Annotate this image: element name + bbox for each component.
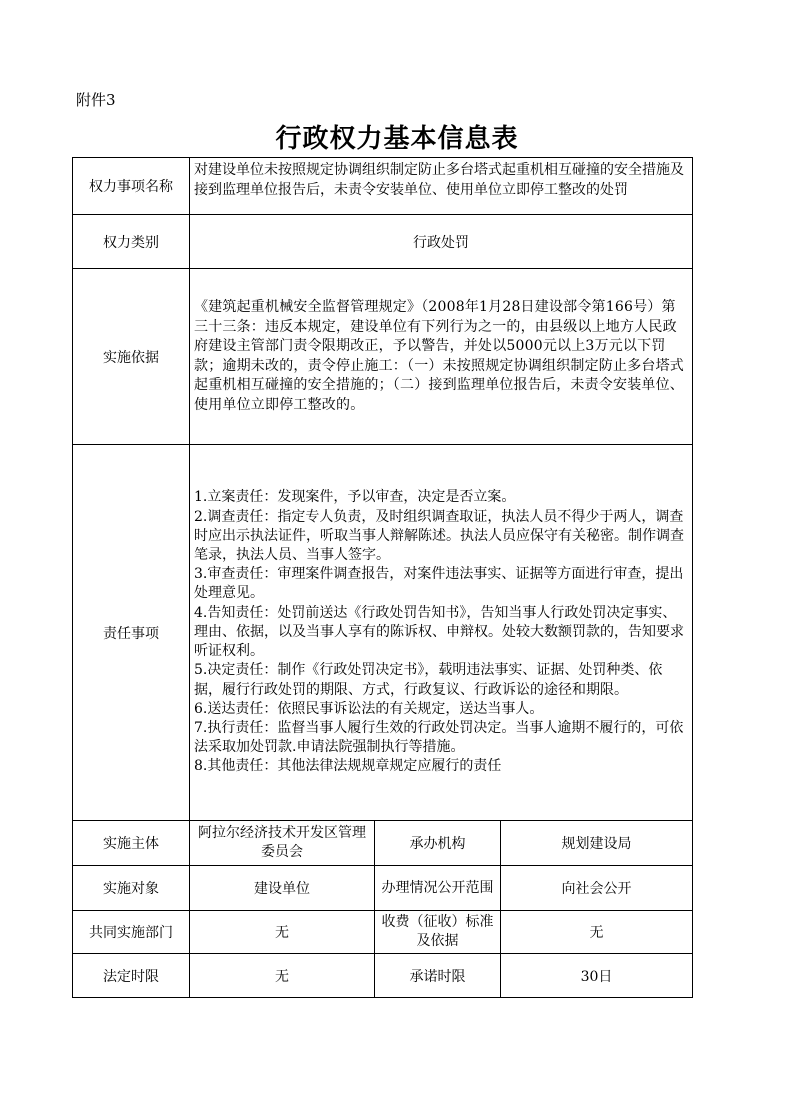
list-item: 5.决定责任：制作《行政处罚决定书》，载明违法事实、证据、处罚种类、依据，履行行政处罚的期限、方式，行政复议、行政诉讼的途径和期限。 — [194, 662, 663, 698]
table-row-subject — [73, 821, 693, 866]
table-row-name — [73, 158, 693, 215]
name-value: 对建设单位未按照规定协调组织制定防止多台塔式起重机相互碰撞的安全措施及接到监理单位报告后，未责令安装单位、使用单位立即停工整改的处罚 — [194, 162, 684, 198]
list-item: 1.立案责任：发现案件，予以审查，决定是否立案。 — [194, 489, 516, 506]
basis-label: 实施依据 — [73, 269, 190, 445]
table-row-category — [73, 215, 693, 269]
subject-label: 实施主体 — [73, 821, 190, 866]
category-value: 行政处罚 — [190, 215, 693, 269]
joint-label: 共同实施部门 — [73, 911, 190, 954]
info-table — [72, 157, 693, 998]
subject-value: 阿拉尔经济技术开发区管理委员会 — [190, 821, 375, 866]
target-label: 实施对象 — [73, 866, 190, 911]
limit-value: 无 — [190, 954, 375, 998]
promise-label: 承诺时限 — [375, 954, 501, 998]
page-title: 行政权力基本信息表 — [275, 124, 519, 154]
attachment-label: 附件3 — [76, 91, 116, 109]
list-item: 4.告知责任：处罚前送达《行政处罚告知书》，告知当事人行政处罚决定事实、理由、依据，以及当事人享有的陈诉权、申辩权。处较大数额罚款的，告知要求听证权利。 — [194, 604, 684, 660]
name-label: 权力事项名称 — [73, 158, 190, 215]
list-item: 7.执行责任：监督当事人履行生效的行政处罚决定。当事人逾期不履行的，可依法采取加处罚款.申请法院强制执行等措施。 — [194, 719, 684, 756]
fee-label: 收费（征收）标准及依据 — [375, 911, 501, 954]
agency-value: 规划建设局 — [501, 821, 693, 866]
table-row-target — [73, 866, 693, 911]
table-row-basis — [73, 269, 693, 445]
basis-value: 《建筑起重机械安全监督管理规定》（2008年1月28日建设部令第166号）第三十三条：违反本规定，建设单位有下列行为之一的，由县级以上地方人民政府建设主管部门责令限期改正，予以警告，并处以5000元以上3万元以下罚款；逾期未改的，责令停止施工：（一）未按照规定协调组织制定防止多台塔式起重机相互碰撞的安全措施的；（二）接到监理单位报告后，未责令安装单位、使用单位立即停工整改的。 — [190, 269, 693, 445]
table-row-limit — [73, 954, 693, 998]
table-row-joint — [73, 911, 693, 954]
table-row-responsibility — [73, 445, 693, 821]
name-value-cell — [190, 158, 693, 215]
disclosure-label: 办理情况公开范围 — [375, 866, 501, 911]
fee-value: 无 — [501, 911, 693, 954]
category-label: 权力类别 — [73, 215, 190, 269]
joint-value: 无 — [190, 911, 375, 954]
responsibility-list — [190, 445, 693, 821]
disclosure-value: 向社会公开 — [501, 866, 693, 911]
target-value: 建设单位 — [190, 866, 375, 911]
list-item: 3.审查责任：审理案件调查报告，对案件违法事实、证据等方面进行审查，提出处理意见。 — [194, 566, 684, 602]
list-item: 6.送达责任：依照民事诉讼法的有关规定，送达当事人。 — [194, 700, 544, 717]
list-item: 8.其他责任：其他法律法规规章规定应履行的责任 — [194, 758, 502, 775]
agency-label: 承办机构 — [375, 821, 501, 866]
list-item: 2.调查责任：指定专人负责，及时组织调查取证，执法人员不得少于两人，调查时应出示执法证件，听取当事人辩解陈述。执法人员应保守有关秘密。制作调查笔录，执法人员、当事人签字。 — [194, 508, 684, 564]
responsibility-label: 责任事项 — [73, 445, 190, 821]
promise-value: 30日 — [501, 954, 693, 998]
limit-label: 法定时限 — [73, 954, 190, 998]
